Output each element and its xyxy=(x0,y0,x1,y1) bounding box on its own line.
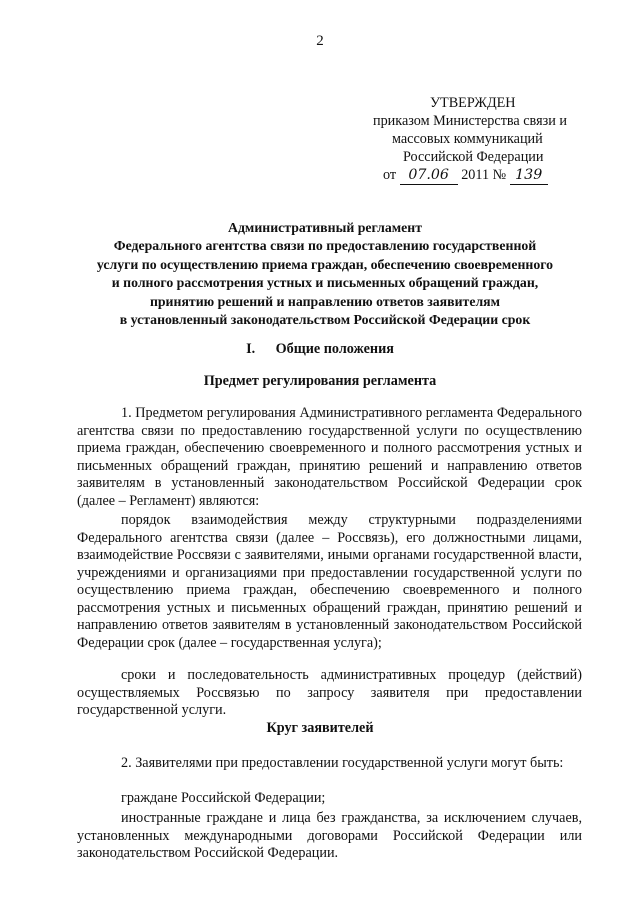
document-title xyxy=(60,219,590,329)
number-sign: № xyxy=(492,167,507,183)
title-line: услуги по осуществлению приема граждан, обеспечению своевременного xyxy=(96,256,554,272)
approval-stamp xyxy=(340,94,610,185)
paragraph xyxy=(77,405,582,510)
year: 2011 xyxy=(461,167,490,183)
paragraph-text: иностранные граждане и лица без гражданства, за исключением случаев, установленных международными договорами Российской Федерации или законодательством Российской Федерации. xyxy=(77,810,582,861)
date-prefix: от xyxy=(383,167,397,183)
section-heading xyxy=(0,341,640,358)
paragraph xyxy=(77,667,582,720)
approval-line-3: Российской Федерации xyxy=(403,149,544,165)
paragraph-text: порядок взаимодействия между структурными подразделениями Федерального агентства связи (далее – Россвязь), его должностными лицами, взаимодействие Россвязи с заявителями, иными органами государственной власти, учреждениями и организациями при предоставлении государственной услуги по осуществлению приема граждан, обеспечению своевременного и полного рассмотрения устных и письменных обращений граждан, принятию решений и направлению ответов заявителям в установленный законодательством Российской Федерации срок (далее – государственная услуга); xyxy=(77,512,582,651)
paragraph xyxy=(77,512,582,652)
paragraph-text: 1. Предметом регулирования Административного регламента Федерального агентства связи по предоставлению государственной услуги по осуществлению приема граждан, обеспечению своевременного и полного рассмотрения устных и письменных обращений граждан, принятию решений и направлению ответов заявителям в установленный законодательством Российской Федерации срок (далее – Регламент) являются: xyxy=(77,405,582,509)
paragraph xyxy=(77,755,582,773)
paragraph xyxy=(77,790,582,808)
paragraph-text: сроки и последовательность административных процедур (действий) осуществляемых Россвязью по запросу заявителя при предоставлении государственной услуги. xyxy=(77,667,582,718)
approval-line-1: приказом Министерства связи и xyxy=(373,113,567,129)
title-line: и полного рассмотрения устных и письменных обращений граждан, xyxy=(111,275,539,291)
approval-date-line xyxy=(340,166,610,185)
section-number: I. xyxy=(246,341,256,357)
handwritten-number: 139 xyxy=(510,166,548,185)
approval-line-2: массовых коммуникаций xyxy=(392,131,543,147)
handwritten-date: 07.06 xyxy=(400,166,458,185)
subheading-applicants: Круг заявителей xyxy=(266,720,374,736)
paragraph-text: 2. Заявителями при предоставлении государственной услуги могут быть: xyxy=(121,755,564,771)
section-title: Общие положения xyxy=(275,341,394,357)
paragraph xyxy=(77,810,582,863)
page-number: 2 xyxy=(316,33,324,49)
subheading-regulation-subject: Предмет регулирования регламента xyxy=(203,373,437,389)
title-line: Федерального агентства связи по предоставлению государственной xyxy=(113,238,537,254)
approval-heading: УТВЕРЖДЕН xyxy=(430,95,516,111)
title-line: в установленный законодательством Российской Федерации срок xyxy=(119,312,531,328)
title-line: Административный регламент xyxy=(227,220,423,235)
paragraph-text: граждане Российской Федерации; xyxy=(121,790,326,806)
title-line: принятию решений и направлению ответов заявителям xyxy=(149,293,501,309)
